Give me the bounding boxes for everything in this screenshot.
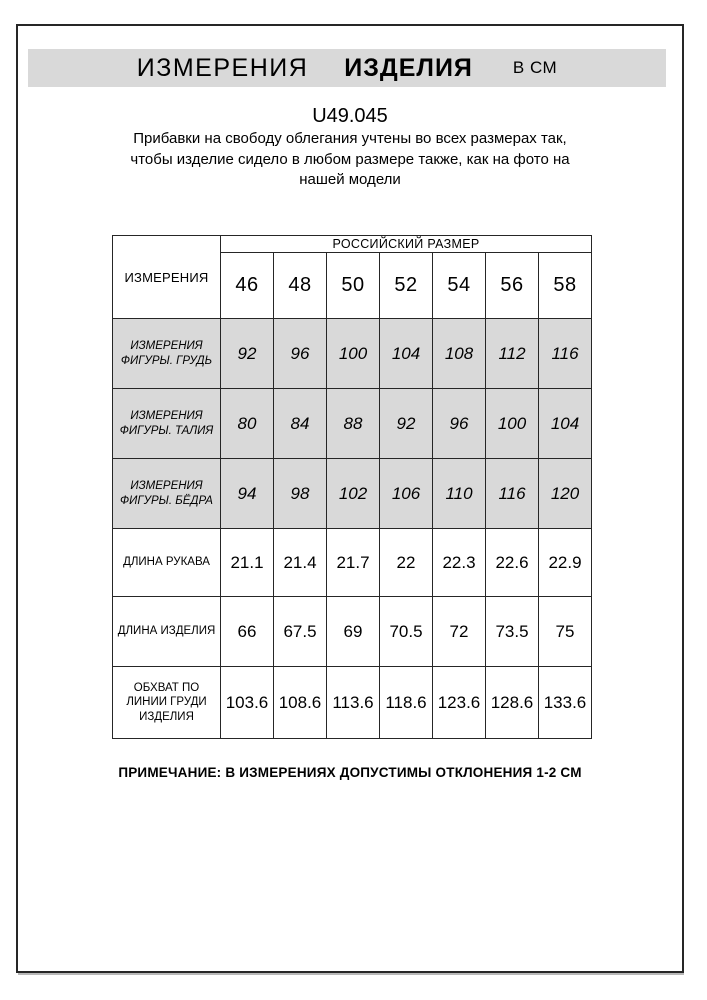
size-table <box>112 235 592 739</box>
measurement-value: 120 <box>539 459 592 529</box>
row-label: ИЗМЕРЕНИЯ ФИГУРЫ. ГРУДЬ <box>113 319 221 389</box>
measurement-value: 67.5 <box>274 597 327 667</box>
size-column-header: 50 <box>327 253 380 319</box>
table-row-figure-chest <box>113 319 592 389</box>
measurement-value: 96 <box>433 389 486 459</box>
description-line: нашей модели <box>299 171 401 188</box>
table-row-figure-waist <box>113 389 592 459</box>
measurement-value: 133.6 <box>539 667 592 739</box>
size-column-header: 58 <box>539 253 592 319</box>
fit-description <box>18 129 682 191</box>
measurement-value: 116 <box>486 459 539 529</box>
measurement-value: 21.4 <box>274 529 327 597</box>
article-number: U49.045 <box>312 105 388 127</box>
size-column-header: 52 <box>380 253 433 319</box>
measurement-value: 98 <box>274 459 327 529</box>
page-title-measurements: ИЗМЕРЕНИЯ <box>136 53 309 82</box>
measurement-value: 66 <box>221 597 274 667</box>
row-label: ДЛИНА ИЗДЕЛИЯ <box>113 597 221 667</box>
measurement-value: 112 <box>486 319 539 389</box>
measurement-value: 88 <box>327 389 380 459</box>
measurement-value: 128.6 <box>486 667 539 739</box>
measurement-value: 21.1 <box>221 529 274 597</box>
measurement-value: 104 <box>380 319 433 389</box>
measurement-value: 108.6 <box>274 667 327 739</box>
size-column-header: 46 <box>221 253 274 319</box>
measurement-value: 100 <box>327 319 380 389</box>
measurement-value: 106 <box>380 459 433 529</box>
measurement-value: 94 <box>221 459 274 529</box>
title-bar <box>28 49 666 87</box>
description-line: Прибавки на свободу облегания учтены во всех размерах так, <box>133 130 567 147</box>
measurement-value: 100 <box>486 389 539 459</box>
measurement-value: 103.6 <box>221 667 274 739</box>
measurement-value: 69 <box>327 597 380 667</box>
corner-header: ИЗМЕРЕНИЯ <box>113 236 221 319</box>
measurement-value: 104 <box>539 389 592 459</box>
row-label: ДЛИНА РУКАВА <box>113 529 221 597</box>
measurement-value: 22.3 <box>433 529 486 597</box>
table-row-chest-girth-item <box>113 667 592 739</box>
measurement-value: 72 <box>433 597 486 667</box>
table-row-item-length <box>113 597 592 667</box>
row-label: ИЗМЕРЕНИЯ ФИГУРЫ. ТАЛИЯ <box>113 389 221 459</box>
measurement-value: 92 <box>221 319 274 389</box>
measurement-value: 22.6 <box>486 529 539 597</box>
measurement-value: 108 <box>433 319 486 389</box>
measurement-value: 113.6 <box>327 667 380 739</box>
measurement-value: 73.5 <box>486 597 539 667</box>
table-row-sleeve-length <box>113 529 592 597</box>
measurement-value: 70.5 <box>380 597 433 667</box>
size-column-header: 48 <box>274 253 327 319</box>
measurement-value: 80 <box>221 389 274 459</box>
measurement-value: 22 <box>380 529 433 597</box>
table-header-row <box>113 236 592 253</box>
measurement-value: 123.6 <box>433 667 486 739</box>
measurement-value: 84 <box>274 389 327 459</box>
measurement-value: 110 <box>433 459 486 529</box>
measurement-value: 118.6 <box>380 667 433 739</box>
measurement-value: 116 <box>539 319 592 389</box>
measurement-value: 75 <box>539 597 592 667</box>
measurement-value: 21.7 <box>327 529 380 597</box>
row-label: ИЗМЕРЕНИЯ ФИГУРЫ. БЁДРА <box>113 459 221 529</box>
description-line: чтобы изделие сидело в любом размере также, как на фото на <box>130 150 570 168</box>
measurement-value: 92 <box>380 389 433 459</box>
group-header-russian-size: РОССИЙСКИЙ РАЗМЕР <box>221 236 592 253</box>
table-row-figure-hips <box>113 459 592 529</box>
tolerance-note: ПРИМЕЧАНИЕ: В ИЗМЕРЕНИЯХ ДОПУСТИМЫ ОТКЛОНЕНИЯ 1-2 СМ <box>118 765 582 780</box>
size-column-header: 56 <box>486 253 539 319</box>
page-frame <box>16 24 684 973</box>
measurement-value: 96 <box>274 319 327 389</box>
units-label: В СМ <box>512 58 558 77</box>
measurement-value: 102 <box>327 459 380 529</box>
measurement-value: 22.9 <box>539 529 592 597</box>
size-column-header: 54 <box>433 253 486 319</box>
page-title-product: ИЗДЕЛИЯ <box>344 53 473 82</box>
row-label: ОБХВАТ ПО ЛИНИИ ГРУДИ ИЗДЕЛИЯ <box>113 667 221 739</box>
